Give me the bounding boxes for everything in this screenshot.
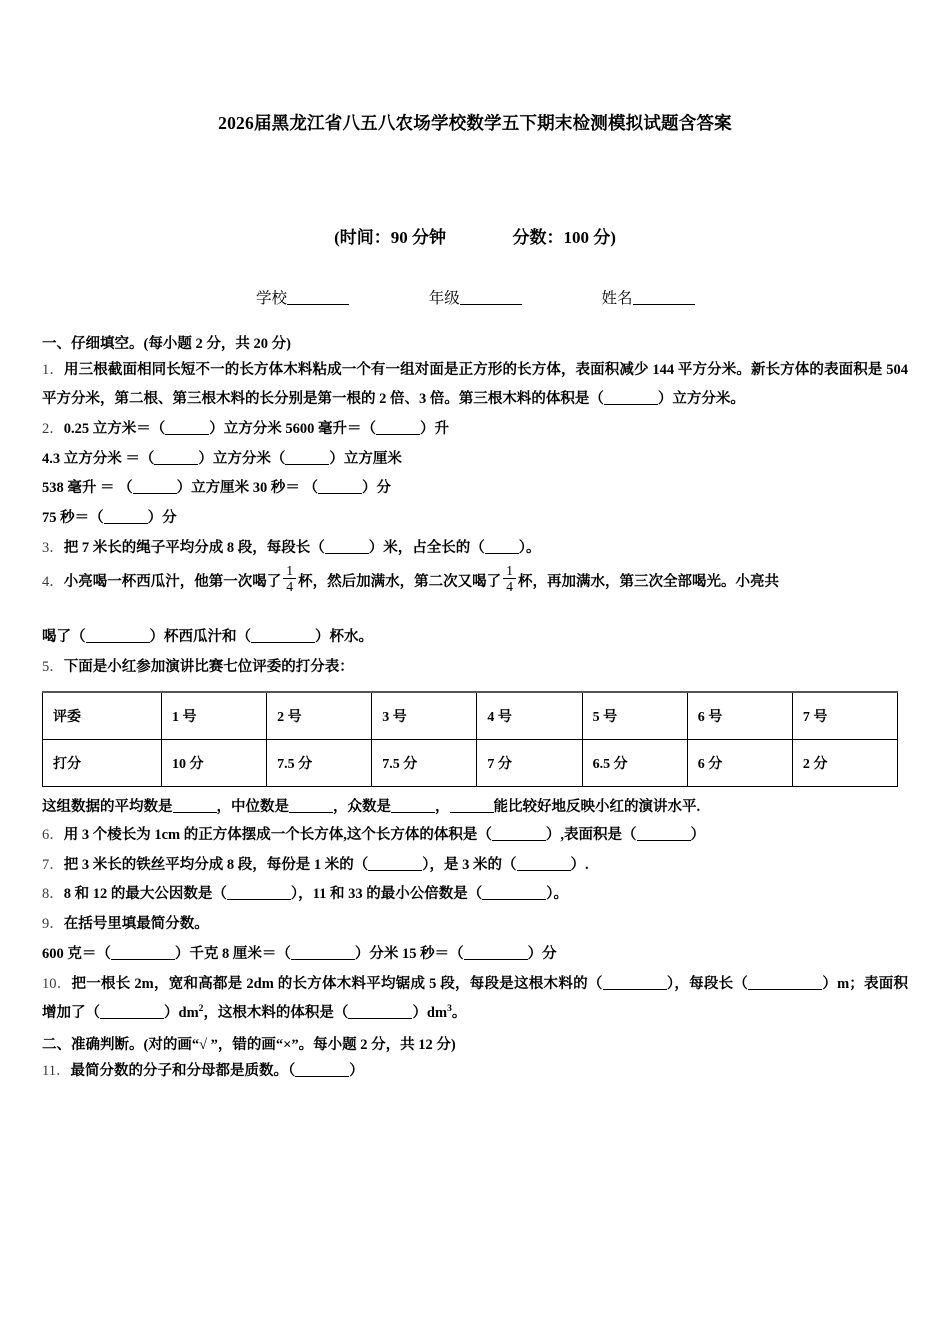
question-2-text-1b: ）立方分米 5600 毫升＝（ [209,420,376,437]
exam-meta [42,223,908,248]
question-10-sup-squared: 2 [198,1003,204,1015]
question-8-number: 8． [42,886,64,903]
question-9-text-2a: 600 克＝（ [42,945,111,962]
question-5-followup-a: 这组数据的平均数是 [42,798,173,815]
question-5-followup-e: 能比较好地反映小红的演讲水平. [493,798,701,815]
question-5-blank-best[interactable] [450,798,494,812]
question-6-text-b: ）,表面积是（ [545,826,637,843]
question-2-blank-6[interactable] [318,480,362,494]
question-9-number: 9． [42,916,64,933]
question-4-blank-2[interactable] [251,629,315,643]
question-7-blank-2[interactable] [517,856,571,870]
grade-field-label: 年级 [428,289,460,307]
school-field-blank[interactable] [287,289,349,305]
question-10-blank-1[interactable] [603,975,667,989]
question-11-text-b: ） [349,1062,364,1079]
question-9-text-2c: ）分米 15 秒＝（ [354,945,464,962]
table-cell-judge-2: 2 号 [267,692,372,740]
grade-field [429,286,522,308]
question-10-text-c: ）m；表面积增加了（ [42,975,908,1022]
question-2-text-1c: ）升 [420,420,449,437]
fraction-denominator: 4 [286,579,294,595]
question-8-blank-1[interactable] [227,886,291,900]
table-row-judges [43,692,898,740]
question-10-text-b: ），每段长（ [666,975,749,992]
question-10 [42,970,908,1029]
question-8-text-a: 8 和 12 的最大公因数是（ [63,886,227,903]
question-4-continuation [42,623,908,653]
question-5-number: 5． [42,658,64,675]
question-9-text-2b: ）千克 8 厘米＝（ [174,945,291,962]
question-2-text-2b: ）立方分米（ [198,450,286,467]
question-4-text-c: 杯，再加满水，第三次全部喝光。小亮共 [518,573,780,590]
question-8-text-c: ）。 [546,886,568,903]
fraction-numerator: 1 [283,564,296,580]
question-2-text-2a: 4.3 立方分米 ＝（ [42,450,155,467]
question-5-followup [42,793,908,821]
fraction-denominator: 4 [506,579,514,595]
question-2-text-4b: ）分 [147,510,177,527]
question-5-blank-mean[interactable] [173,798,217,812]
student-fields [42,286,908,308]
school-field-label: 学校 [256,289,288,307]
question-9-line-2 [42,940,908,970]
question-7-number: 7． [42,856,64,873]
question-6-number: 6． [42,826,64,843]
question-3-text-a: 把 7 米长的绳子平均分成 8 段，每段长（ [63,539,325,556]
question-10-text-a: 把一根长 2m，宽和高都是 2dm 的长方体木料平均锯成 5 段，每段是这根木料的（ [71,975,603,992]
question-5-followup-d: ， [435,798,450,815]
question-2-blank-4[interactable] [285,450,329,464]
question-5-followup-c: ，众数是 [333,798,391,815]
question-2-blank-3[interactable] [154,450,198,464]
question-4-blank-1[interactable] [86,629,150,643]
question-6-text-a: 用 3 个棱长为 1cm 的正方体摆成一个长方体,这个长方体的体积是（ [63,826,492,843]
table-cell-score-6: 6 分 [687,739,792,786]
question-1-number: 1． [42,361,64,378]
question-2-blank-7[interactable] [104,510,148,524]
question-9-blank-1[interactable] [111,946,175,960]
question-8 [42,880,908,910]
table-cell-score-3: 7.5 分 [372,739,477,786]
question-4-number: 4． [42,573,64,590]
section-heading-true-false: 二、准确判断。(对的画“√ ”，错的画“×”。每小题 2 分，共 12 分) [42,1036,456,1053]
question-6-text-c: ） [690,826,706,843]
question-2-text-1a: 0.25 立方米＝（ [63,420,166,437]
question-7 [42,851,908,881]
question-2-text-2c: ）立方厘米 [329,450,402,467]
judge-score-table [42,691,898,787]
question-2-line-3 [42,474,908,504]
question-10-blank-3[interactable] [100,1005,164,1019]
question-2-number: 2． [42,420,64,437]
question-8-text-b: ），11 和 33 的最小公倍数是（ [290,886,483,903]
question-5-text-a: 下面是小红参加演讲比赛七位评委的打分表： [63,658,354,675]
question-6 [42,821,908,851]
question-9-blank-3[interactable] [464,946,528,960]
question-8-blank-2[interactable] [482,886,546,900]
fraction-one-quarter-first [283,564,296,595]
table-cell-judge-4: 4 号 [477,692,582,740]
question-10-text-g: 。 [451,1005,467,1022]
question-2-line-2 [42,445,908,475]
question-4-text-a: 小亮喝一杯西瓜汁，他第一次喝了 [63,573,282,590]
question-10-text-e: ，这根木料的体积是（ [203,1005,349,1022]
question-4-text-d: 喝了（ [42,629,86,646]
question-4-text-f: ）杯水。 [315,629,373,646]
exam-score-label: 分数：100 分) [512,227,616,247]
question-4 [42,564,908,598]
question-11 [42,1057,908,1087]
question-11-number: 11． [42,1062,71,1079]
fraction-one-quarter-second [503,564,516,595]
table-row-scores [43,739,898,786]
section-heading-fill-in: 一、仔细填空。(每小题 2 分，共 20 分) [42,335,291,352]
table-cell-judge-3: 3 号 [372,692,477,740]
name-field-label: 姓名 [601,289,633,307]
question-10-text-d: ）dm [164,1005,199,1022]
question-9-blank-2[interactable] [291,946,355,960]
question-3-number: 3． [42,539,64,556]
question-2-line-4 [42,504,908,534]
question-2-blank-2[interactable] [376,421,420,435]
question-10-blank-2[interactable] [748,975,822,989]
table-cell-score-1: 10 分 [162,739,267,786]
question-3-text-b: ）米，占全长的（ [368,539,485,556]
question-3 [42,534,908,564]
question-1-text-a: 用三根截面相同长短不一的长方体木料粘成一个有一组对面是正方形的长方体，表面积减少 144 平方分米。新长方体的表面积是 504 平方分米，第二根、第三根木料的长分别是第一根的 2 倍、3 倍。第三根木料的体积是（ [42,361,908,408]
exam-time-label: (时间：90 分钟 [334,227,446,247]
table-cell-score-4: 7 分 [477,739,582,786]
question-4-text-e: ）杯西瓜汁和（ [149,629,251,646]
question-2-blank-5[interactable] [133,480,177,494]
question-2-text-3a: 538 毫升 ＝ （ [42,480,133,497]
question-1 [42,356,908,415]
question-2-blank-1[interactable] [165,421,209,435]
table-cell-judge-6: 6 号 [687,692,792,740]
question-6-blank-1[interactable] [492,827,546,841]
question-7-text-c: ）. [570,856,589,873]
table-header-score: 打分 [43,739,162,786]
question-2-text-3c: ）分 [362,480,391,497]
name-field [602,286,695,308]
question-5-blank-mode[interactable] [391,798,435,812]
name-field-blank[interactable] [633,289,695,305]
table-cell-judge-7: 7 号 [792,692,897,740]
question-3-blank-1[interactable] [325,539,369,553]
question-2-text-4a: 75 秒＝（ [42,510,104,527]
question-9-text-a: 在括号里填最简分数。 [63,916,209,933]
question-7-blank-1[interactable] [368,856,422,870]
table-cell-score-7: 2 分 [792,739,897,786]
school-field [256,286,349,308]
fraction-numerator: 1 [503,564,516,580]
question-5 [42,653,908,683]
table-cell-judge-5: 5 号 [582,692,687,740]
question-7-text-a: 把 3 米长的铁丝平均分成 8 段，每份是 1 米的（ [63,856,369,873]
question-10-sup-cubed: 3 [447,1003,452,1015]
question-1-text-b: ）立方分米。 [657,391,745,408]
question-6-blank-2[interactable] [637,827,691,841]
question-9 [42,910,908,940]
table-header-judge: 评委 [43,692,162,740]
question-3-blank-2[interactable] [485,539,519,553]
question-5-followup-b: ，中位数是 [216,798,289,815]
page-title: 2026届黑龙江省八五八农场学校数学五下期末检测模拟试题含答案 [218,113,732,133]
question-4-text-b: 杯，然后加满水，第二次又喝了 [298,573,502,590]
question-10-text-f: ）dm [412,1005,448,1022]
grade-field-blank[interactable] [460,289,522,305]
question-9-text-2d: ）分 [527,945,557,962]
question-5-blank-median[interactable] [289,798,333,812]
question-11-text-a: 最简分数的分子和分母都是质数。（ [70,1062,296,1079]
table-cell-score-2: 7.5 分 [267,739,372,786]
table-cell-score-5: 6.5 分 [582,739,687,786]
question-10-number: 10． [42,975,72,992]
table-cell-judge-1: 1 号 [162,692,267,740]
question-3-text-c: ）。 [518,539,541,556]
question-2-line-1 [42,415,908,445]
question-2-text-3b: ）立方厘米 30 秒＝ （ [176,480,318,497]
question-1-blank-1[interactable] [604,391,658,405]
question-7-text-b: ），是 3 米的（ [422,856,517,873]
question-11-blank-1[interactable] [295,1062,349,1076]
question-10-blank-4[interactable] [348,1005,412,1019]
